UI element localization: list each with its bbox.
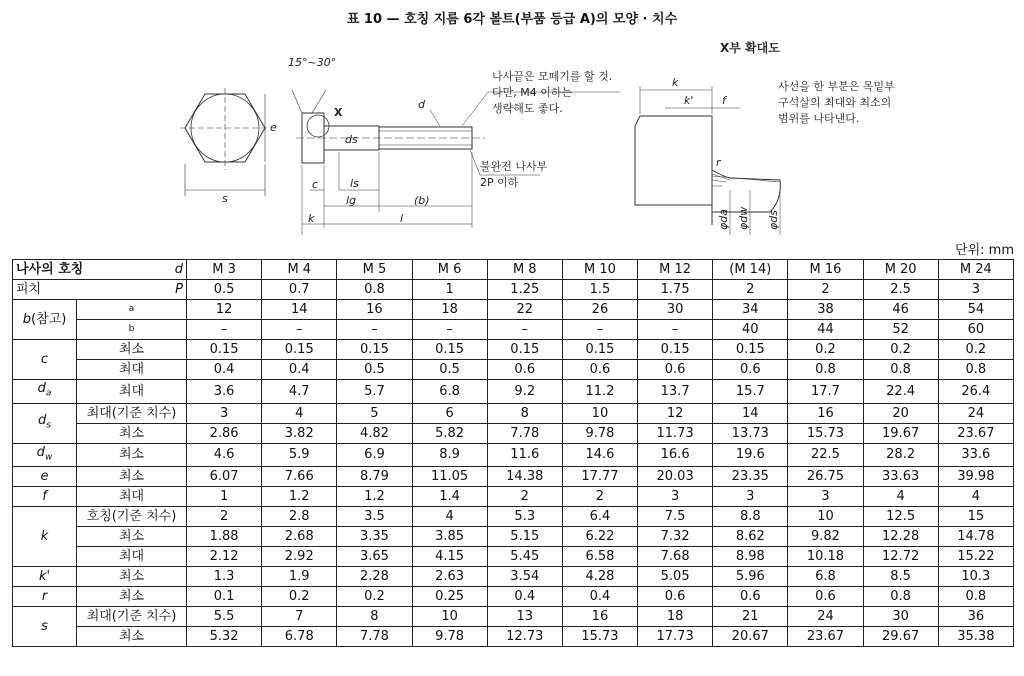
da-max-label: 최대 — [77, 380, 187, 404]
table-cell: 5.05 — [638, 567, 713, 587]
table-cell: 8.5 — [863, 567, 938, 587]
r-row — [13, 587, 1014, 607]
table-cell: 0.6 — [713, 587, 788, 607]
table-cell: 5.45 — [487, 547, 562, 567]
table-cell: 15.22 — [938, 547, 1013, 567]
table-cell: 52 — [863, 320, 938, 340]
table-cell: 6.22 — [562, 527, 637, 547]
table-cell: 7.66 — [262, 467, 337, 487]
pitch-label-cell: 피치 P — [13, 280, 187, 300]
table-cell: 0.6 — [638, 360, 713, 380]
table-cell: 12.72 — [863, 547, 938, 567]
detail-label-f: f — [722, 94, 726, 107]
table-cell: 0.25 — [412, 587, 487, 607]
f-row — [13, 487, 1014, 507]
table-cell: 1.75 — [638, 280, 713, 300]
page-title: 표 10 — 호칭 지름 6각 볼트(부품 등급 A)의 모양 · 치수 — [346, 12, 678, 27]
table-cell: – — [337, 320, 412, 340]
table-cell: 0.2 — [337, 587, 412, 607]
b-row-a — [13, 300, 1014, 320]
detail-label-ds: φds — [767, 210, 780, 230]
ds-row-max — [13, 403, 1014, 423]
table-cell: 0.2 — [863, 340, 938, 360]
table-cell: 38 — [788, 300, 863, 320]
unit-label: 단위: mm — [955, 243, 1014, 258]
table-cell: 2 — [487, 487, 562, 507]
table-cell: M 8 — [487, 260, 562, 280]
tip-note-line-2: 다만, M4 이하는 — [492, 86, 573, 99]
table-cell: 29.67 — [863, 627, 938, 647]
table-cell: 13.73 — [713, 423, 788, 443]
ds-max-label: 최대(기준 치수) — [77, 403, 187, 423]
table-cell: 0.2 — [788, 340, 863, 360]
table-cell: 1.2 — [262, 487, 337, 507]
dw-min-label: 최소 — [77, 443, 187, 467]
da-row — [13, 380, 1014, 404]
b-row-b — [13, 320, 1014, 340]
table-cell: 0.5 — [187, 280, 262, 300]
table-cell: 30 — [863, 607, 938, 627]
table-cell: 2.86 — [187, 423, 262, 443]
table-cell: M 12 — [638, 260, 713, 280]
table-cell: 39.98 — [938, 467, 1013, 487]
table-cell: 15.73 — [562, 627, 637, 647]
table-cell: 23.35 — [713, 467, 788, 487]
table-cell: 0.15 — [187, 340, 262, 360]
table-cell: 2 — [187, 507, 262, 527]
table-cell: 33.6 — [938, 443, 1013, 467]
table-cell: 5.82 — [412, 423, 487, 443]
table-cell: – — [262, 320, 337, 340]
table-cell: 0.8 — [938, 587, 1013, 607]
bolt-drawing — [0, 30, 1024, 240]
table-cell: 8.98 — [713, 547, 788, 567]
table-cell: 54 — [938, 300, 1013, 320]
table-cell: 17.73 — [638, 627, 713, 647]
table-cell: 8.9 — [412, 443, 487, 467]
e-row — [13, 467, 1014, 487]
table-cell: 7.32 — [638, 527, 713, 547]
table-cell: 5.9 — [262, 443, 337, 467]
label-e: e — [270, 121, 277, 134]
table-cell: 20 — [863, 403, 938, 423]
da-label-cell: $d_a$ — [13, 380, 77, 404]
table-cell: 6.9 — [337, 443, 412, 467]
table-cell: 4.6 — [187, 443, 262, 467]
detail-label-k: k — [672, 76, 679, 89]
table-cell: – — [487, 320, 562, 340]
f-max-label: 최대 — [77, 487, 187, 507]
table-cell: M 5 — [337, 260, 412, 280]
table-cell: 0.5 — [412, 360, 487, 380]
dw-label-cell: $d_w$ — [13, 443, 77, 467]
k-row-min — [13, 527, 1014, 547]
table-cell: 8.62 — [713, 527, 788, 547]
r-label-cell: r — [13, 587, 77, 607]
detail-label-r: r — [716, 156, 721, 169]
table-cell: 46 — [863, 300, 938, 320]
table-cell: 8 — [487, 403, 562, 423]
table-cell: M 6 — [412, 260, 487, 280]
table-cell: 24 — [788, 607, 863, 627]
table-cell: 2.28 — [337, 567, 412, 587]
table-cell: 7.78 — [487, 423, 562, 443]
table-cell: 0.7 — [262, 280, 337, 300]
table-cell: 19.67 — [863, 423, 938, 443]
table-cell: 10.3 — [938, 567, 1013, 587]
c-max-label: 최대 — [77, 360, 187, 380]
ds-row-min — [13, 423, 1014, 443]
kp-label-cell: k' — [13, 567, 77, 587]
table-cell: 6.8 — [412, 380, 487, 404]
detail-title: X부 확대도 — [720, 41, 780, 55]
k-row-max — [13, 547, 1014, 567]
table-cell: 30 — [638, 300, 713, 320]
table-cell: 4.7 — [262, 380, 337, 404]
table-cell: – — [187, 320, 262, 340]
table-cell: 10 — [788, 507, 863, 527]
table-cell: 6.58 — [562, 547, 637, 567]
table-cell: 3.54 — [487, 567, 562, 587]
table-cell: 44 — [788, 320, 863, 340]
table-cell: M 16 — [788, 260, 863, 280]
c-row-min — [13, 340, 1014, 360]
label-ls: ls — [350, 177, 359, 190]
detail-label-da: φda — [717, 209, 730, 230]
table-cell: 3 — [187, 403, 262, 423]
table-cell: 4.28 — [562, 567, 637, 587]
table-cell: 0.15 — [638, 340, 713, 360]
e-min-label: 최소 — [77, 467, 187, 487]
table-cell: 0.6 — [713, 360, 788, 380]
table-cell: 1.88 — [187, 527, 262, 547]
table-cell: 8 — [337, 607, 412, 627]
r-min-label: 최소 — [77, 587, 187, 607]
label-ds: ds — [345, 133, 358, 146]
dw-row — [13, 443, 1014, 467]
table-cell: 5.5 — [187, 607, 262, 627]
table-cell: 14.6 — [562, 443, 637, 467]
table-cell: 7.5 — [638, 507, 713, 527]
table-cell: 26.75 — [788, 467, 863, 487]
table-cell: 0.2 — [262, 587, 337, 607]
s-min-label: 최소 — [77, 627, 187, 647]
table-cell: 2.92 — [262, 547, 337, 567]
table-cell: 16 — [788, 403, 863, 423]
s-label-cell: s — [13, 607, 77, 647]
table-cell: 13 — [487, 607, 562, 627]
label-d: d — [418, 98, 425, 111]
dimension-table — [12, 259, 1014, 647]
table-cell: 0.4 — [262, 360, 337, 380]
table-cell: 12.28 — [863, 527, 938, 547]
table-cell: 0.15 — [487, 340, 562, 360]
table-cell: 5.3 — [487, 507, 562, 527]
table-cell: 4.82 — [337, 423, 412, 443]
table-cell: 0.8 — [863, 587, 938, 607]
table-cell: 22.4 — [863, 380, 938, 404]
detail-label-dw: φdw — [737, 206, 750, 230]
table-cell: 2 — [562, 487, 637, 507]
table-cell: 14 — [262, 300, 337, 320]
table-cell: 2.63 — [412, 567, 487, 587]
table-cell: 0.15 — [412, 340, 487, 360]
table-cell: 19.6 — [713, 443, 788, 467]
table-cell: 12.73 — [487, 627, 562, 647]
table-cell: 60 — [938, 320, 1013, 340]
ds-min-label: 최소 — [77, 423, 187, 443]
table-cell: 14.78 — [938, 527, 1013, 547]
table-cell: 3 — [638, 487, 713, 507]
label-lg: lg — [346, 194, 357, 207]
incomplete-note-line-1: 불완전 나사부 — [480, 160, 548, 173]
table-cell: 2 — [713, 280, 788, 300]
detail-label-kp: k' — [684, 94, 694, 107]
table-cell: 1.25 — [487, 280, 562, 300]
kp-row — [13, 567, 1014, 587]
table-cell: 9.82 — [788, 527, 863, 547]
table-cell: 15.7 — [713, 380, 788, 404]
table-cell: 23.67 — [938, 423, 1013, 443]
k-min-label: 최소 — [77, 527, 187, 547]
table-cell: 1.3 — [187, 567, 262, 587]
table-cell: 3.65 — [337, 547, 412, 567]
table-cell: 21 — [713, 607, 788, 627]
table-cell: 1 — [412, 280, 487, 300]
table-cell: 0.6 — [638, 587, 713, 607]
table-cell: 2.68 — [262, 527, 337, 547]
table-cell: 28.2 — [863, 443, 938, 467]
incomplete-note-line-2: 2P 이하 — [480, 176, 519, 189]
table-cell: 8.79 — [337, 467, 412, 487]
table-cell: 9.2 — [487, 380, 562, 404]
table-cell: 0.8 — [788, 360, 863, 380]
table-cell: 20.03 — [638, 467, 713, 487]
table-cell: 33.63 — [863, 467, 938, 487]
table-cell: 17.77 — [562, 467, 637, 487]
table-cell: 9.78 — [562, 423, 637, 443]
detail-note-line-1: 사선을 한 부분은 목밑부 — [778, 80, 895, 93]
table-cell: 0.5 — [337, 360, 412, 380]
table-cell: 35.38 — [938, 627, 1013, 647]
table-cell: 12 — [187, 300, 262, 320]
label-c: c — [312, 178, 319, 191]
table-cell: 1.2 — [337, 487, 412, 507]
table-cell: 2.5 — [863, 280, 938, 300]
table-cell: 7.68 — [638, 547, 713, 567]
table-cell: 5.15 — [487, 527, 562, 547]
detail-note-line-2: 구석살의 최대와 최소의 — [778, 96, 892, 109]
table-cell: 2.8 — [262, 507, 337, 527]
table-cell: 16 — [337, 300, 412, 320]
table-cell: 14.38 — [487, 467, 562, 487]
table-cell: M 20 — [863, 260, 938, 280]
table-cell: M 10 — [562, 260, 637, 280]
table-cell: 22 — [487, 300, 562, 320]
f-label-cell: f — [13, 487, 77, 507]
kp-min-label: 최소 — [77, 567, 187, 587]
table-cell: M 3 — [187, 260, 262, 280]
ds-label-cell: $d_s$ — [13, 403, 77, 443]
k-max-label: 최대 — [77, 547, 187, 567]
table-cell: 0.15 — [262, 340, 337, 360]
table-cell: 26.4 — [938, 380, 1013, 404]
table-cell: 10 — [412, 607, 487, 627]
pitch-row — [13, 280, 1014, 300]
table-cell: 15.73 — [788, 423, 863, 443]
tip-note-line-1: 나사끝은 모떼기를 할 것. — [492, 70, 613, 83]
header-label-cell: 나사의 호칭 d — [13, 260, 187, 280]
table-cell: 3.6 — [187, 380, 262, 404]
k-row-nom — [13, 507, 1014, 527]
label-l: l — [400, 212, 404, 225]
header-row — [13, 260, 1014, 280]
table-cell: 0.8 — [938, 360, 1013, 380]
table-cell: 0.2 — [938, 340, 1013, 360]
table-cell: 1.5 — [562, 280, 637, 300]
table-cell: 20.67 — [713, 627, 788, 647]
table-cell: (M 14) — [713, 260, 788, 280]
table-cell: 0.4 — [187, 360, 262, 380]
b-mark-b: b — [77, 320, 187, 340]
table-cell: 8.8 — [713, 507, 788, 527]
b-label-cell: b(참고) — [13, 300, 77, 340]
table-cell: 3 — [788, 487, 863, 507]
table-cell: 3.35 — [337, 527, 412, 547]
table-cell: 11.73 — [638, 423, 713, 443]
table-cell: 11.6 — [487, 443, 562, 467]
tip-note-line-3: 생략해도 좋다. — [492, 102, 563, 115]
detail-note-line-3: 범위를 나타낸다. — [778, 112, 860, 125]
table-cell: 4 — [262, 403, 337, 423]
table-cell: 11.05 — [412, 467, 487, 487]
table-cell: 7.78 — [337, 627, 412, 647]
s-row-max — [13, 607, 1014, 627]
label-s: s — [222, 192, 228, 205]
table-cell: – — [638, 320, 713, 340]
table-cell: 10.18 — [788, 547, 863, 567]
bolt-thread — [379, 127, 472, 149]
table-cell: 0.4 — [487, 587, 562, 607]
table-cell: 15 — [938, 507, 1013, 527]
table-cell: 14 — [713, 403, 788, 423]
table-cell: 4 — [412, 507, 487, 527]
table-cell: 12 — [638, 403, 713, 423]
label-k: k — [308, 212, 315, 225]
table-cell: 0.8 — [863, 360, 938, 380]
b-mark-a: a — [77, 300, 187, 320]
table-cell: 6.07 — [187, 467, 262, 487]
table-cell: 3.5 — [337, 507, 412, 527]
s-row-min — [13, 627, 1014, 647]
label-b: (b) — [414, 194, 430, 207]
table-cell: 3.82 — [262, 423, 337, 443]
table-cell: 6 — [412, 403, 487, 423]
table-cell: 12.5 — [863, 507, 938, 527]
table-cell: 1 — [187, 487, 262, 507]
table-cell: 17.7 — [788, 380, 863, 404]
x-marker: X — [334, 106, 343, 119]
table-cell: 6.8 — [788, 567, 863, 587]
table-cell: 10 — [562, 403, 637, 423]
table-cell: 40 — [713, 320, 788, 340]
table-cell: 4 — [863, 487, 938, 507]
table-cell: 0.8 — [337, 280, 412, 300]
table-cell: 3.85 — [412, 527, 487, 547]
table-cell: 36 — [938, 607, 1013, 627]
table-cell: 0.15 — [562, 340, 637, 360]
table-cell: 34 — [713, 300, 788, 320]
table-cell: 0.6 — [487, 360, 562, 380]
table-cell: 0.4 — [562, 587, 637, 607]
table-cell: 0.6 — [562, 360, 637, 380]
table-cell: 5 — [337, 403, 412, 423]
detail-head-outline — [635, 116, 712, 225]
table-cell: 18 — [412, 300, 487, 320]
table-cell: 6.4 — [562, 507, 637, 527]
table-cell: 4.15 — [412, 547, 487, 567]
table-cell: 5.96 — [713, 567, 788, 587]
c-min-label: 최소 — [77, 340, 187, 360]
table-cell: 3 — [938, 280, 1013, 300]
s-max-label: 최대(기준 치수) — [77, 607, 187, 627]
c-label-cell: c — [13, 340, 77, 380]
table-cell: 6.78 — [262, 627, 337, 647]
k-label-cell: k — [13, 507, 77, 567]
table-cell: 3 — [713, 487, 788, 507]
table-cell: – — [562, 320, 637, 340]
table-cell: 26 — [562, 300, 637, 320]
table-cell: 16 — [562, 607, 637, 627]
table-cell: 11.2 — [562, 380, 637, 404]
k-nom-label: 호칭(기준 치수) — [77, 507, 187, 527]
table-cell: 0.15 — [713, 340, 788, 360]
table-cell: 2 — [788, 280, 863, 300]
angle-label: 15°~30° — [288, 56, 337, 69]
table-cell: 1.4 — [412, 487, 487, 507]
table-cell: 4 — [938, 487, 1013, 507]
table-cell: 2.12 — [187, 547, 262, 567]
table-cell: 7 — [262, 607, 337, 627]
table-cell: M 24 — [938, 260, 1013, 280]
table-cell: 5.32 — [187, 627, 262, 647]
table-cell: 18 — [638, 607, 713, 627]
table-cell: 16.6 — [638, 443, 713, 467]
table-cell: M 4 — [262, 260, 337, 280]
table-cell: 24 — [938, 403, 1013, 423]
table-cell: 5.7 — [337, 380, 412, 404]
e-label-cell: e — [13, 467, 77, 487]
table-cell: 0.6 — [788, 587, 863, 607]
table-cell: 22.5 — [788, 443, 863, 467]
table-cell: – — [412, 320, 487, 340]
c-row-max — [13, 360, 1014, 380]
table-cell: 0.15 — [337, 340, 412, 360]
table-cell: 1.9 — [262, 567, 337, 587]
table-cell: 9.78 — [412, 627, 487, 647]
table-cell: 23.67 — [788, 627, 863, 647]
table-cell: 0.1 — [187, 587, 262, 607]
table-cell: 13.7 — [638, 380, 713, 404]
